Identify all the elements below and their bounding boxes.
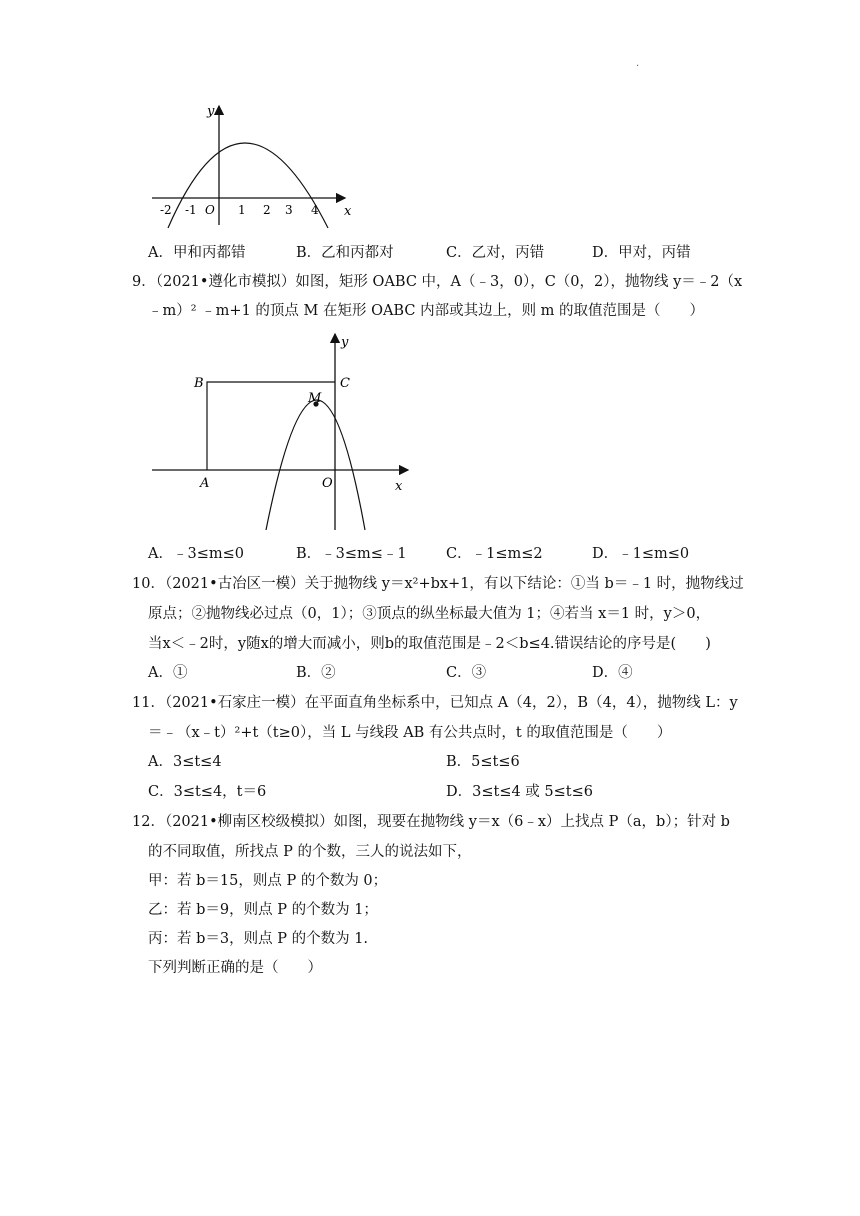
fig1-tick: 4 bbox=[311, 203, 319, 217]
q12-text-line1: 12．（2021•柳南区校级模拟）如图，现要在抛物线 y＝x（6﹣x）上找点 P（a，b）；针对 b bbox=[132, 814, 730, 830]
q9-option-d: D．﹣1≤m≤0 bbox=[592, 546, 690, 562]
q11-option-b: B．5≤t≤6 bbox=[446, 754, 520, 770]
q11-text-line1: 11．（2021•石家庄一模）在平面直角坐标系中，已知点 A（4，2），B（4，4），抛物线 L：y bbox=[132, 695, 738, 711]
fig1-tick: 2 bbox=[263, 203, 271, 217]
q9-option-a: A．﹣3≤m≤0 bbox=[148, 546, 244, 562]
page-marker: . bbox=[636, 58, 640, 69]
fig1-tick: -2 bbox=[160, 203, 172, 217]
q8-option-b: B．乙和丙都对 bbox=[296, 245, 394, 261]
figure-parabola-1 bbox=[150, 100, 370, 230]
fig1-tick: -1 bbox=[185, 203, 197, 217]
fig1-tick: 1 bbox=[238, 203, 246, 217]
fig2-label-b: B bbox=[194, 376, 204, 391]
q12-statement-yi: 乙：若 b＝9，则点 P 的个数为 1； bbox=[148, 902, 378, 918]
fig1-origin: O bbox=[205, 203, 215, 217]
fig2-label-o: O bbox=[322, 476, 333, 491]
q8-option-d: D．甲对，丙错 bbox=[592, 245, 691, 261]
q8-option-c: C．乙对，丙错 bbox=[446, 245, 545, 261]
q11-option-d: D．3≤t≤4 或 5≤t≤6 bbox=[446, 784, 593, 800]
q12-text-line2: 的不同取值，所找点 P 的个数，三人的说法如下， bbox=[148, 844, 472, 860]
q10-text-line2: 原点；②抛物线必过点（0，1）；③顶点的纵坐标最大值为 1；④若当 x＝1 时，y＞0， bbox=[148, 606, 711, 622]
q11-text-line2: ＝﹣（x﹣t）²+t（t≥0），当 L 与线段 AB 有公共点时，t 的取值范围是（ ） bbox=[148, 725, 672, 741]
fig2-x-label: x bbox=[395, 479, 403, 494]
q10-text-line1: 10．（2021•古冶区一模）关于抛物线 y＝x²+bx+1，有以下结论：①当 b＝﹣1 时，抛物线过 bbox=[132, 576, 744, 592]
q12-prompt: 下列判断正确的是（ ） bbox=[148, 960, 322, 976]
fig1-tick: 3 bbox=[285, 203, 293, 217]
q10-option-d: D．④ bbox=[592, 665, 633, 681]
fig1-y-label: y bbox=[207, 104, 215, 119]
fig2-label-c: C bbox=[340, 376, 350, 391]
q10-option-b: B．② bbox=[296, 665, 336, 681]
q10-text-line3: 当x＜﹣2时，y随x的增大而减小，则b的取值范围是﹣2＜b≤4.错误结论的序号是( ) bbox=[148, 636, 711, 652]
q11-option-c: C．3≤t≤4，t＝6 bbox=[148, 784, 267, 800]
q12-statement-jia: 甲：若 b＝15，则点 P 的个数为 0； bbox=[148, 873, 388, 889]
q8-option-a: A．甲和丙都错 bbox=[148, 245, 246, 261]
q11-option-a: A．3≤t≤4 bbox=[148, 754, 222, 770]
q9-option-c: C．﹣1≤m≤2 bbox=[446, 546, 543, 562]
q9-option-b: B．﹣3≤m≤﹣1 bbox=[296, 546, 407, 562]
fig2-label-a: A bbox=[200, 476, 210, 491]
q9-text-line1: 9．（2021•遵化市模拟）如图，矩形 OABC 中，A（﹣3，0），C（0，2），抛物线 y＝﹣2（x bbox=[132, 274, 743, 290]
fig1-x-label: x bbox=[344, 204, 352, 219]
figure-rectangle-parabola bbox=[150, 330, 420, 535]
fig2-y-label: y bbox=[341, 335, 349, 350]
q9-text-line2: ﹣m）² ﹣m+1 的顶点 M 在矩形 OABC 内部或其边上，则 m 的取值范围是（ ） bbox=[148, 303, 705, 319]
q12-statement-bing: 丙：若 b＝3，则点 P 的个数为 1. bbox=[148, 931, 369, 947]
fig2-label-m: M bbox=[308, 391, 322, 406]
q10-option-a: A．① bbox=[148, 665, 188, 681]
q10-option-c: C．③ bbox=[446, 665, 487, 681]
